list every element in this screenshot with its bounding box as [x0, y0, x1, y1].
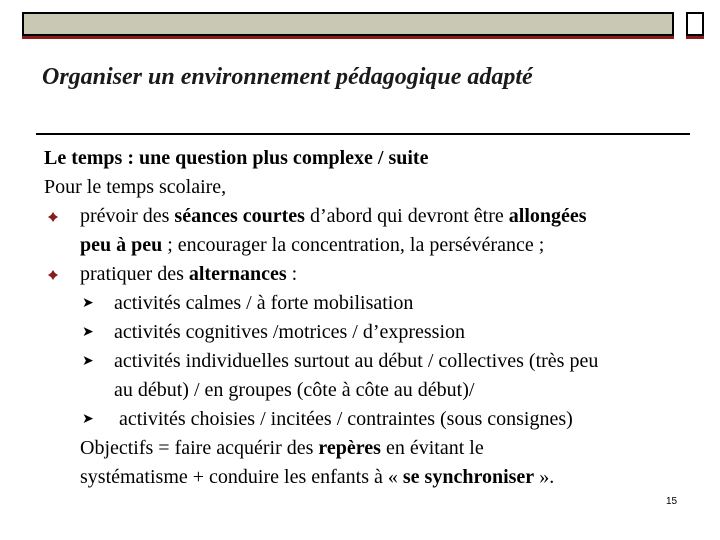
sub-bullet-continuation — [44, 376, 704, 405]
sub-item-text: activités individuelles surtout au début / collectives (très peu — [114, 350, 599, 372]
sub-bullet-item — [44, 405, 704, 434]
bullet1-text-c: d’abord qui devront être — [304, 205, 509, 227]
slide-title: Organiser un environnement pédagogique adapté — [42, 64, 533, 90]
objectives-text-a: Objectifs = faire acquérir des — [80, 437, 319, 459]
arrowhead-bullet-icon: ➤ — [82, 412, 94, 427]
objectives-line — [44, 434, 704, 463]
bullet1-bold-3: peu à peu — [80, 234, 163, 256]
sub-item-text: au début) / en groupes (côte à côte au début)/ — [114, 379, 475, 401]
sub-bullet-item — [44, 347, 704, 376]
header-corner-box — [686, 12, 704, 36]
objectives-text-c: en évitant le — [380, 437, 484, 459]
sub-bullet-item — [44, 289, 704, 318]
sub-item-text: activités cognitives /motrices / d’expression — [114, 321, 466, 343]
sub-bullet-item — [44, 318, 704, 347]
title-divider — [36, 133, 690, 135]
objectives-bold-2: se synchroniser — [402, 466, 535, 488]
arrowhead-bullet-icon: ➤ — [82, 354, 94, 369]
bullet2-text-a: pratiquer des — [80, 263, 189, 285]
slide-body — [44, 144, 704, 492]
header-corner-line — [686, 36, 704, 39]
page-number: 15 — [666, 496, 678, 507]
arrowhead-bullet-icon: ➤ — [82, 296, 94, 311]
header-band — [22, 12, 674, 36]
objectives-bold-1: repères — [318, 437, 381, 459]
bullet1-text-e: ; encourager la concentration, la persévérance ; — [162, 234, 545, 256]
bullet2-text-c: : — [286, 263, 298, 285]
objectives-text-e: ». — [534, 466, 555, 488]
heading-line — [44, 144, 704, 173]
sub-item-text: activités choisies / incitées / contraintes (sous consignes) — [114, 408, 573, 430]
bullet-item-continuation — [44, 231, 704, 260]
section-heading: Le temps : une question plus complexe / suite — [44, 147, 429, 169]
bullet1-bold-1: séances courtes — [174, 205, 305, 227]
objectives-text-d: systématisme + conduire les enfants à « — [80, 466, 403, 488]
bullet-item — [44, 260, 704, 289]
arrowhead-bullet-icon: ➤ — [82, 325, 94, 340]
header-accent-line — [22, 36, 674, 39]
bullet1-bold-2: allongées — [508, 205, 587, 227]
objectives-line — [44, 463, 704, 492]
intro-line: Pour le temps scolaire, — [44, 176, 227, 198]
bullet-item — [44, 202, 704, 231]
diamond-bullet-icon — [48, 212, 58, 222]
sub-item-text: activités calmes / à forte mobilisation — [114, 292, 414, 314]
diamond-bullet-icon — [48, 270, 58, 280]
bullet2-bold: alternances — [188, 263, 287, 285]
bullet1-text-a: prévoir des — [80, 205, 175, 227]
